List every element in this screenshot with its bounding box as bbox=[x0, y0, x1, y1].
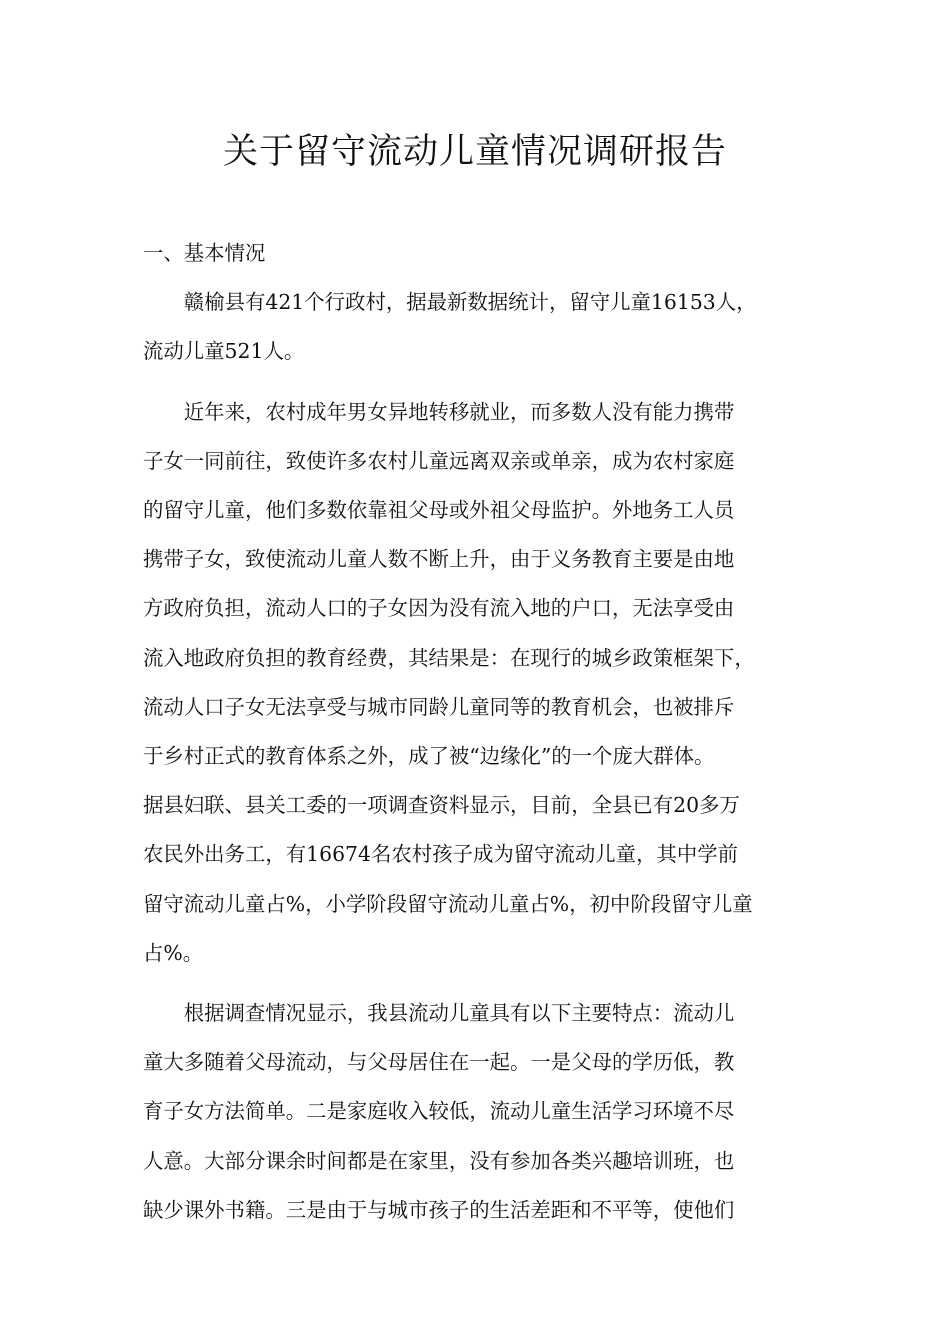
paragraph-line: 流动人口子女无法享受与城市同龄儿童同等的教育机会，也被排斥 bbox=[143, 694, 735, 719]
paragraph-line: 流入地政府负担的教育经费，其结果是：在现行的城乡政策框架下， bbox=[143, 645, 755, 670]
paragraph-line: 赣榆县有421个行政村，据最新数据统计，留守儿童16153人， bbox=[183, 290, 757, 315]
paragraph-line: 占%。 bbox=[143, 940, 204, 965]
paragraph-line: 农民外出务工，有16674名农村孩子成为留守流动儿童，其中学前 bbox=[143, 842, 739, 867]
paragraph-line: 流动儿童521人。 bbox=[143, 339, 305, 364]
section-heading: 一、基本情况 bbox=[143, 241, 266, 265]
paragraph-line: 人意。大部分课余时间都是在家里，没有参加各类兴趣培训班，也 bbox=[143, 1148, 735, 1173]
paragraph-line: 的留守儿童，他们多数依靠祖父母或外祖父母监护。外地务工人员 bbox=[143, 498, 735, 523]
paragraph-line: 于乡村正式的教育体系之外，成了被“边缘化”的一个庞大群体。 bbox=[143, 744, 715, 769]
document-body bbox=[143, 229, 811, 1235]
paragraph-line: 童大多随着父母流动，与父母居住在一起。一是父母的学历低，教 bbox=[143, 1050, 735, 1075]
paragraph-line: 方政府负担，流动人口的子女因为没有流入地的户口，无法享受由 bbox=[143, 596, 735, 621]
paragraph-line: 育子女方法简单。二是家庭收入较低，流动儿童生活学习环境不尽 bbox=[143, 1099, 735, 1124]
paragraph-line: 据县妇联、县关工委的一项调查资料显示，目前，全县已有20多万 bbox=[143, 793, 740, 818]
paragraph-line: 携带子女，致使流动儿童人数不断上升，由于义务教育主要是由地 bbox=[143, 547, 735, 572]
paragraph-line: 子女一同前往，致使许多农村儿童远离双亲或单亲，成为农村家庭 bbox=[143, 448, 735, 473]
document-title: 关于留守流动儿童情况调研报告 bbox=[222, 132, 727, 172]
paragraph-line: 留守流动儿童占%，小学阶段留守流动儿童占%，初中阶段留守儿童 bbox=[143, 891, 753, 916]
paragraph-line: 近年来，农村成年男女异地转移就业，而多数人没有能力携带 bbox=[183, 399, 735, 424]
paragraph-line: 根据调查情况显示，我县流动儿童具有以下主要特点：流动儿 bbox=[183, 1001, 735, 1026]
paragraph-line: 缺少课外书籍。三是由于与城市孩子的生活差距和不平等，使他们 bbox=[143, 1197, 735, 1222]
paragraph-1 bbox=[143, 278, 811, 376]
paragraph-3 bbox=[143, 989, 811, 1235]
paragraph-2 bbox=[143, 388, 811, 978]
